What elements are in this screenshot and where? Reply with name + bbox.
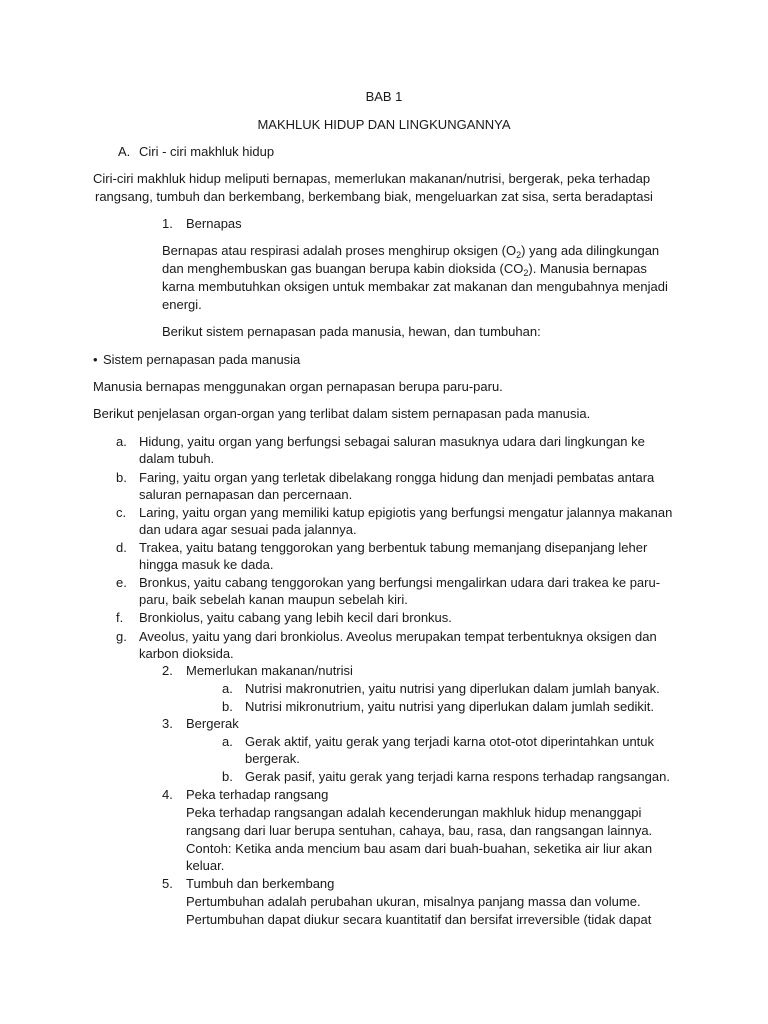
list-item-line: Faring, yaitu organ yang terletak dibelakang rongga hidung dan menjadi pembatas antara bbox=[139, 470, 655, 485]
sub-list-line: Gerak aktif, yaitu gerak yang terjadi karna otot-otot diperintahkan untuk bbox=[245, 734, 655, 749]
intro-line: rangsang, tumbuh dan berkembang, berkembang biak, mengeluarkan zat sisa, serta beradaptasi bbox=[95, 189, 653, 204]
sub-list-line: Gerak pasif, yaitu gerak yang terjadi karna respons terhadap rangsangan. bbox=[245, 769, 670, 784]
bullet-text: Sistem pernapasan pada manusia bbox=[103, 352, 301, 367]
list-item-line: Bronkiolus, yaitu cabang yang lebih kecil dari bronkus. bbox=[139, 610, 452, 625]
section-heading-text: Ciri - ciri makhluk hidup bbox=[139, 144, 275, 159]
sub-list-line: Nutrisi makronutrien, yaitu nutrisi yang diperlukan dalam jumlah banyak. bbox=[245, 681, 660, 696]
item-heading: Bergerak bbox=[186, 716, 239, 731]
list-marker: e. bbox=[116, 575, 127, 590]
list-item-line: paru, baik sebelah kanan maupun sebelah kiri. bbox=[139, 592, 408, 607]
sub-list-marker: b. bbox=[222, 699, 233, 714]
intro-line: Ciri-ciri makhluk hidup meliputi bernapas, memerlukan makanan/nutrisi, bergerak, peka terhadap bbox=[93, 171, 651, 186]
list-marker: d. bbox=[116, 540, 127, 555]
sub-list-marker: a. bbox=[222, 681, 233, 696]
item-heading: Bernapas bbox=[186, 216, 242, 231]
paragraph-line: rangsang dari luar berupa sentuhan, cahaya, bau, rasa, dan rangsangan lainnya. bbox=[186, 823, 653, 838]
paragraph-line: Contoh: Ketika anda mencium bau asam dari buah-buahan, seketika air liur akan bbox=[186, 841, 653, 856]
list-item-line: Aveolus, yaitu yang dari bronkiolus. Aveolus merupakan tempat terbentuknya oksigen dan bbox=[139, 629, 657, 644]
list-item-line: Trakea, yaitu batang tenggorokan yang berbentuk tabung memanjang disepanjang leher bbox=[139, 540, 648, 555]
paragraph-line: Berikut penjelasan organ-organ yang terlibat dalam sistem pernapasan pada manusia. bbox=[93, 406, 591, 421]
sub-list-line: bergerak. bbox=[245, 751, 300, 766]
paragraph-line: energi. bbox=[162, 297, 202, 312]
list-marker: b. bbox=[116, 470, 127, 485]
chapter-title: MAKHLUK HIDUP DAN LINGKUNGANNYA bbox=[257, 117, 511, 132]
paragraph-line: keluar. bbox=[186, 858, 225, 873]
item-heading: Memerlukan makanan/nutrisi bbox=[186, 663, 353, 678]
list-item-line: dalam tubuh. bbox=[139, 451, 215, 466]
section-marker: A. bbox=[118, 144, 131, 159]
list-marker: g. bbox=[116, 629, 127, 644]
paragraph-line: Pertumbuhan dapat diukur secara kuantitatif dan bersifat irreversible (tidak dapat bbox=[186, 912, 652, 927]
list-item-line: Hidung, yaitu organ yang berfungsi sebagai saluran masuknya udara dari lingkungan ke bbox=[139, 434, 645, 449]
item-heading: Peka terhadap rangsang bbox=[186, 787, 329, 802]
list-marker: a. bbox=[116, 434, 127, 449]
list-item-line: hingga masuk ke dada. bbox=[139, 557, 274, 572]
item-number: 4. bbox=[162, 787, 173, 802]
list-item-line: dan udara agar sesuai pada jalannya. bbox=[139, 522, 357, 537]
item-number: 1. bbox=[162, 216, 173, 231]
paragraph-line: Pertumbuhan adalah perubahan ukuran, misalnya panjang massa dan volume. bbox=[186, 894, 641, 909]
item-number: 5. bbox=[162, 876, 173, 891]
sub-list-marker: b. bbox=[222, 769, 233, 784]
item-heading: Tumbuh dan berkembang bbox=[186, 876, 335, 891]
paragraph-line: karna membutuhkan oksigen untuk membakar zat makanan dan mengubahnya menjadi bbox=[162, 279, 668, 294]
list-marker: f. bbox=[116, 610, 124, 625]
chapter-label: BAB 1 bbox=[365, 89, 403, 104]
item-number: 2. bbox=[162, 663, 173, 678]
item-number: 3. bbox=[162, 716, 173, 731]
list-item-line: karbon dioksida. bbox=[139, 646, 234, 661]
paragraph-line: Berikut sistem pernapasan pada manusia, hewan, dan tumbuhan: bbox=[162, 324, 541, 339]
paragraph-line: Bernapas atau respirasi adalah proses menghirup oksigen $(O_2)$ yang ada dilingkungan bbox=[162, 243, 660, 260]
list-item-line: Laring, yaitu organ yang memiliki katup epigiotis yang berfungsi mengatur jalannya makanan bbox=[139, 505, 673, 520]
list-item-line: Bronkus, yaitu cabang tenggorokan yang berfungsi mengalirkan udara dari trakea ke paru- bbox=[139, 575, 661, 590]
paragraph-line: Peka terhadap rangsangan adalah kecenderungan makhluk hidup menanggapi bbox=[186, 805, 642, 820]
bullet-marker: • bbox=[93, 352, 98, 367]
paragraph-line: dan menghembuskan gas buangan berupa kabin dioksida $(CO_2)$. Manusia bernapas bbox=[162, 261, 647, 278]
list-item-line: saluran pernapasan dan percernaan. bbox=[139, 487, 353, 502]
paragraph-line: Manusia bernapas menggunakan organ pernapasan berupa paru-paru. bbox=[93, 379, 503, 394]
sub-list-line: Nutrisi mikronutrium, yaitu nutrisi yang diperlukan dalam jumlah sedikit. bbox=[245, 699, 654, 714]
list-marker: c. bbox=[116, 505, 127, 520]
sub-list-marker: a. bbox=[222, 734, 233, 749]
